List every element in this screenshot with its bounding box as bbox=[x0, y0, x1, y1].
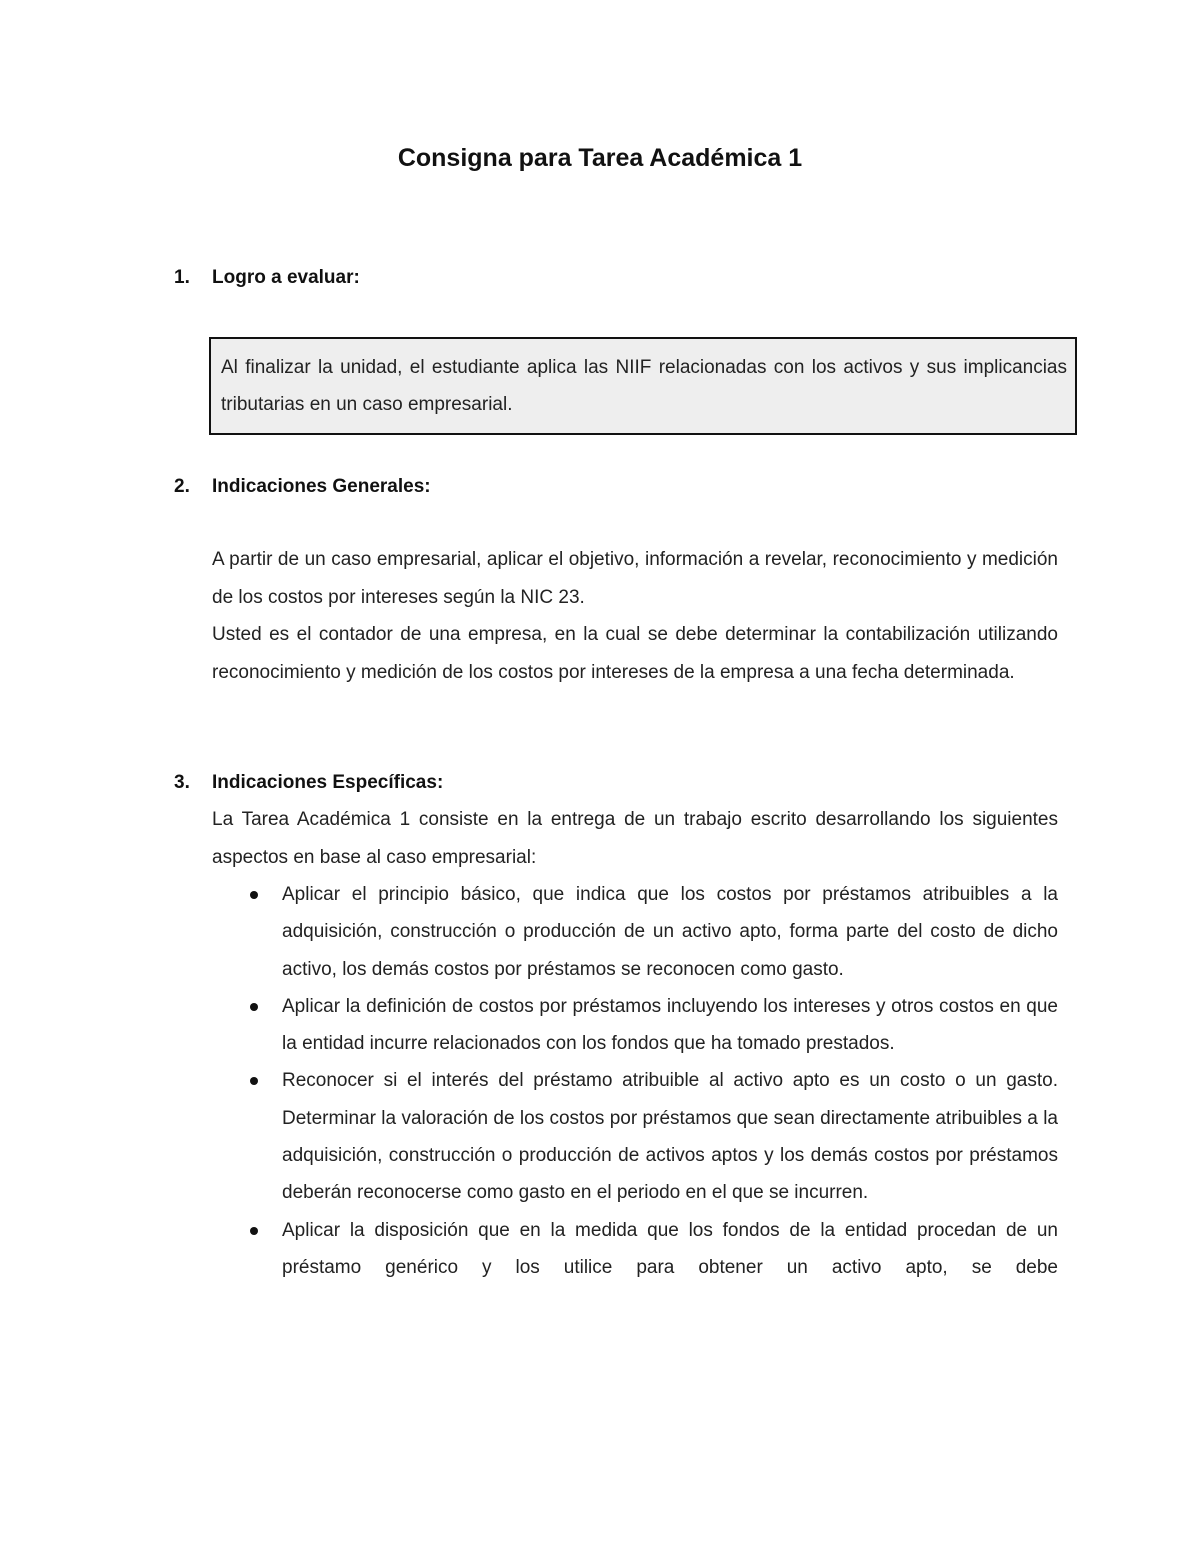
section-number: 2. bbox=[174, 476, 190, 497]
goal-text: Al finalizar la unidad, el estudiante aplica las NIIF relacionadas con los activos y sus implicancias tributarias en un caso empresarial. bbox=[221, 357, 1067, 415]
section-number: 1. bbox=[174, 267, 190, 288]
list-item bbox=[246, 988, 1058, 1063]
bullet-dot-icon bbox=[250, 891, 258, 899]
document-title: Consigna para Tarea Académica 1 bbox=[397, 144, 803, 172]
general-paragraph-2: Usted es el contador de una empresa, en la cual se debe determinar la contabilización utilizando reconocimiento y medición de los costos por intereses de la empresa a una fecha determinada. bbox=[212, 624, 1058, 683]
specific-intro: La Tarea Académica 1 consiste en la entrega de un trabajo escrito desarrollando los siguientes aspectos en base al caso empresarial: bbox=[212, 809, 1058, 868]
general-paragraph-1: A partir de un caso empresarial, aplicar el objetivo, información a revelar, reconocimiento y medición de los costos por intereses según la NIC 23. bbox=[212, 549, 1058, 608]
section-title: Indicaciones Generales: bbox=[212, 476, 431, 497]
section-title: Indicaciones Específicas: bbox=[212, 772, 444, 793]
bullet-text: Aplicar la disposición que en la medida que los fondos de la entidad procedan de un préstamo genérico y los utilice para obtener un activo apto, se debe bbox=[282, 1219, 1058, 1278]
section-number: 3. bbox=[174, 772, 190, 793]
bullet-text: Aplicar el principio básico, que indica que los costos por préstamos atribuibles a la adquisición, construcción o producción de un activo apto, forma parte del costo de dicho activo, los demás costos por préstamos se reconocen como gasto. bbox=[282, 884, 1058, 980]
bullet-text: Aplicar la definición de costos por préstamos incluyendo los intereses y otros costos en que la entidad incurre relacionados con los fondos que ha tomado prestados. bbox=[282, 995, 1058, 1055]
section-3-heading bbox=[174, 771, 443, 795]
list-item bbox=[246, 876, 1058, 988]
goal-box bbox=[209, 337, 1077, 435]
bullet-dot-icon bbox=[250, 1227, 258, 1235]
bullet-dot-icon bbox=[250, 1003, 258, 1011]
list-item bbox=[246, 1212, 1058, 1324]
bullet-dot-icon bbox=[250, 1077, 258, 1085]
list-item bbox=[246, 1062, 1058, 1211]
bullet-text: Reconocer si el interés del préstamo atribuible al activo apto es un costo o un gasto. Determinar la valoración de los costos por préstamos que sean directamente atribuibles a la adquisición, construcción o producción de activos aptos y los demás costos por préstamos deberán reconocerse como gasto en el periodo en el que se incurren. bbox=[282, 1070, 1058, 1204]
specific-bullet-list bbox=[246, 876, 1058, 1324]
section-1-heading bbox=[174, 266, 360, 290]
section-title: Logro a evaluar: bbox=[212, 267, 360, 288]
section-2-heading bbox=[174, 475, 431, 499]
